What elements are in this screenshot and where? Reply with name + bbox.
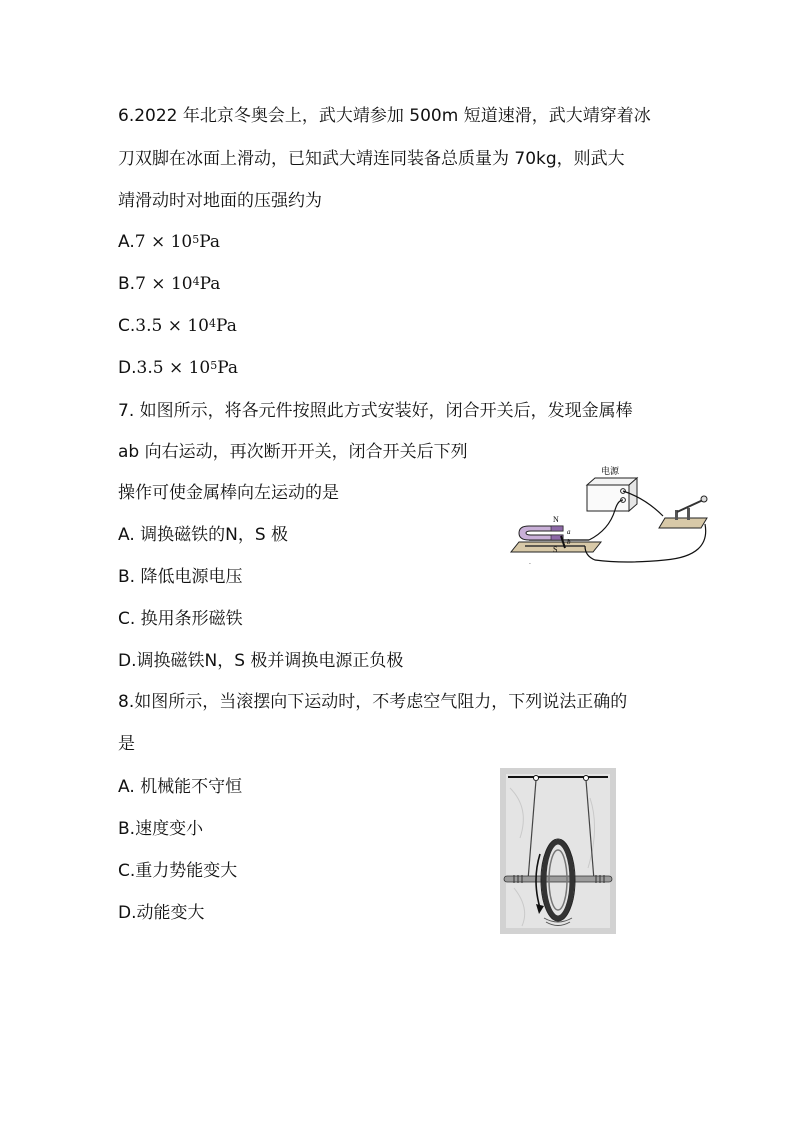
q6-option-d: $D.3.5 \times 10^5Pa$	[118, 358, 239, 378]
q8-option-c: C.重力势能变大	[118, 861, 238, 881]
magnet-n-label: N	[553, 515, 559, 524]
q6-option-b: $B.7 \times 10^4Pa$	[118, 274, 221, 294]
q6-option-a: $A.7 \times 10^5Pa$	[118, 232, 221, 252]
q7-option-c: C. 换用条形磁铁	[118, 609, 243, 629]
q7-circuit-figure	[505, 460, 730, 572]
q7-option-d: D.调换磁铁N，S 极并调换电源正负极	[118, 651, 404, 671]
q6-stem-line-3: 靖滑动时对地面的压强约为	[118, 191, 322, 211]
q8-maxwell-pendulum-figure	[500, 768, 616, 934]
q6-stem-line-2: 刀双脚在冰面上滑动，已知武大靖连同装备总质量为 70kg，则武大	[118, 149, 625, 169]
q8-option-b: B.速度变小	[118, 819, 204, 839]
horseshoe-magnet	[519, 526, 563, 540]
power-supply	[587, 478, 637, 511]
q7-option-a: A. 调换磁铁的N，S 极	[118, 525, 289, 545]
magnet-s-label: S	[553, 545, 558, 554]
rod-b-label: b	[567, 538, 571, 546]
q6-stem-line-1: 6.2022 年北京冬奥会上，武大靖参加 500m 短道速滑，武大靖穿着冰	[118, 106, 651, 126]
power-label: 电源	[601, 466, 620, 476]
rod-a-label: a	[567, 528, 571, 536]
q8-option-a: A. 机械能不守恒	[118, 777, 243, 797]
q6-option-c: $C.3.5 \times 10^4Pa$	[118, 316, 237, 336]
q7-stem-line-3: 操作可使金属棒向左运动的是	[118, 483, 339, 503]
q8-option-d: D.动能变大	[118, 903, 205, 923]
q7-option-b: B. 降低电源电压	[118, 567, 243, 587]
svg-text:·: ·	[529, 561, 531, 568]
switch	[659, 496, 707, 528]
q7-stem-line-1: 7. 如图所示，将各元件按照此方式安装好，闭合开关后，发现金属棒	[118, 401, 633, 421]
q8-stem-line-2: 是	[118, 734, 135, 754]
q8-stem-line-1: 8.如图所示，当滚摆向下运动时，不考虑空气阻力，下列说法正确的	[118, 692, 628, 712]
q7-stem-line-2: ab 向右运动，再次断开开关，闭合开关后下列	[118, 442, 468, 462]
